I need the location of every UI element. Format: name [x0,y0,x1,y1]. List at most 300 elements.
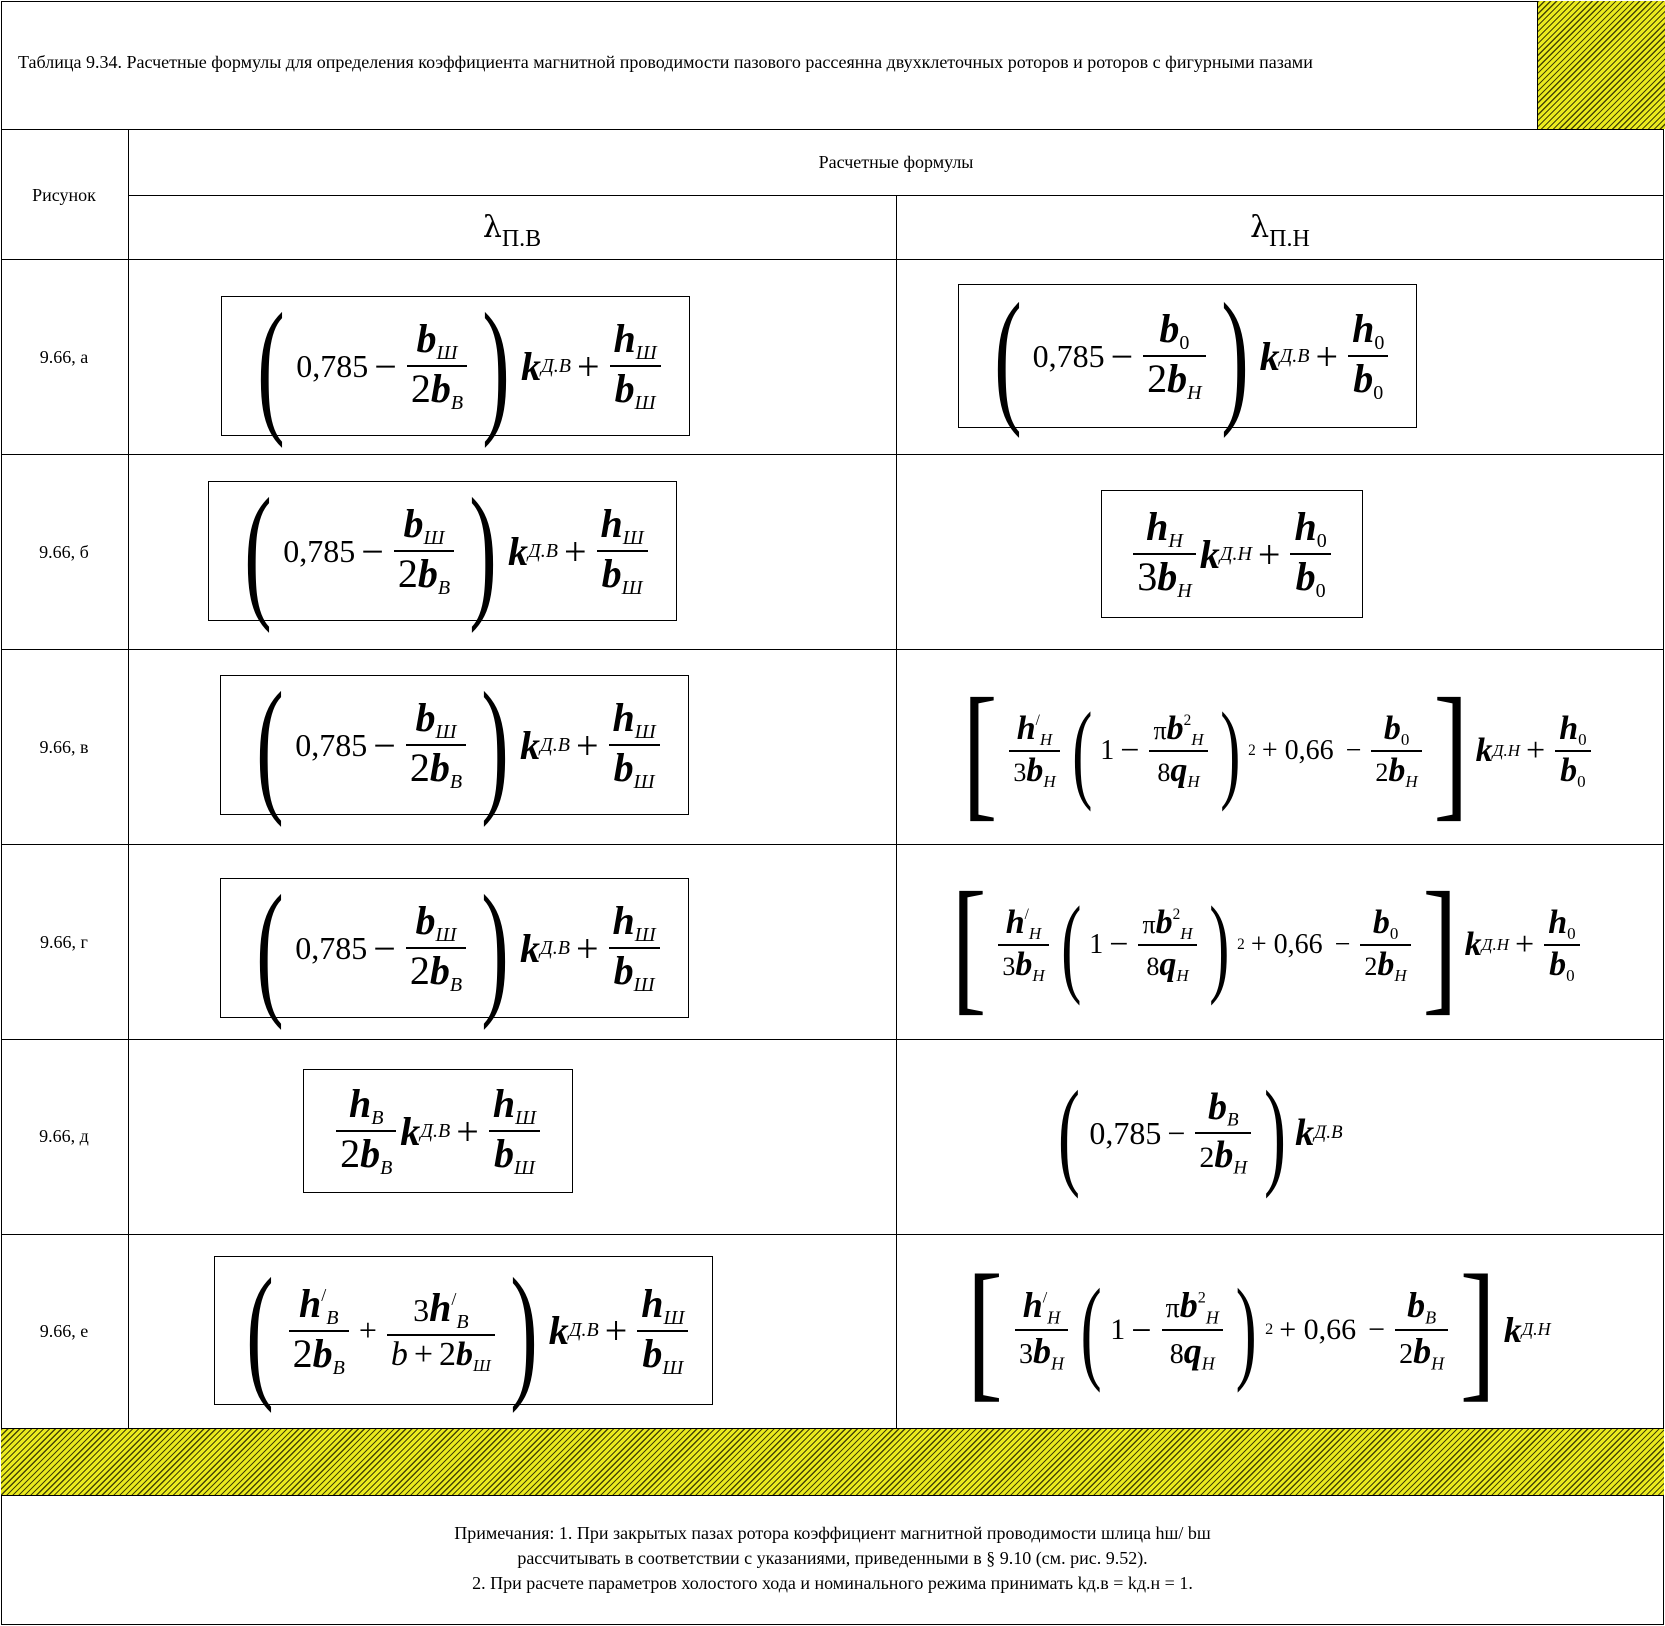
math-var: k [1199,531,1220,577]
math-op: + [563,528,587,574]
paren: ( [1058,1066,1081,1199]
math-sup: 2 [1265,1320,1274,1338]
math-var: b [360,1131,381,1176]
bracket: [ [967,1243,1004,1415]
math-var: k [520,722,541,768]
math-var: h [1016,710,1036,748]
bracket: ] [1433,668,1469,834]
math-var: b [1155,904,1173,942]
grid-line [1,129,1664,130]
math-num: 3 [1002,952,1016,981]
fraction [1371,712,1421,790]
math-op: − [1109,926,1129,963]
note-line: рассчитывать в соответствии с указаниями, приведенными в § 9.10 (см. рис. 9.52). [517,1548,1148,1568]
math-var: k [1503,1309,1522,1350]
math-num: 3 [1018,1338,1033,1370]
math-sub: Ш [634,392,656,414]
math-num: 1 [1100,735,1115,766]
math-const: 0,785 [295,929,368,966]
math-op: + [575,925,599,971]
paren: ) [1264,1066,1287,1199]
row-figure-label: 9.66, в [39,737,89,757]
fraction [1290,504,1330,602]
math-num: 1 [1089,929,1104,960]
paren: ( [1080,1266,1102,1393]
math-sub: Ш [622,527,644,549]
math-sub: Н [1405,771,1418,791]
fraction [1360,906,1410,984]
math-var: b [403,501,424,546]
math-op: + [575,722,599,768]
fraction [336,1081,396,1179]
math-op: + [456,1108,479,1154]
math-var: b [1383,710,1401,748]
separator-hatch [1,1429,1664,1495]
math-sub: Д.Н [1521,1319,1551,1339]
math-var: b [1372,904,1390,942]
bracket: [ [951,862,987,1028]
fraction [1133,504,1195,602]
math-op: − [1131,1309,1152,1350]
fraction [1544,906,1579,984]
math-sub: Ш [663,1306,685,1329]
math-var: b [1179,1285,1198,1326]
lambda-upper-header: $\lambda_{П.В}$ [482,210,542,252]
formula-lower-v [950,668,1600,834]
math-sub: Ш [662,1356,684,1379]
formula-lower-g [934,862,1594,1028]
math-sub: В [1226,1110,1239,1131]
corner-hatch [1537,1,1665,129]
fraction [609,898,660,996]
math-var: b [1295,554,1316,599]
math-sub: Ш [633,771,655,793]
paren: ) [481,865,509,1031]
math-var: h [492,1081,516,1126]
fraction [489,1081,540,1179]
math-num: 2 [1399,1338,1414,1370]
math-sub: Н [1233,1157,1248,1179]
paren: ( [257,283,286,449]
math-sub: 0 [1373,382,1384,404]
math-sub: Ш [423,527,445,549]
math-var: h [600,501,623,546]
grid-line [1,1234,1664,1235]
paren: ( [1071,690,1093,812]
math-num: 8 [1157,758,1171,787]
fraction [1555,712,1590,790]
paren: ( [244,468,273,634]
math-var: b [1166,710,1184,748]
math-op: − [361,528,384,574]
math-var: b [430,366,451,411]
math-sub: 0 [1374,332,1385,354]
math-sub: В [332,1356,345,1379]
formula-lower-b [1101,490,1363,618]
math-sub: В [449,974,463,996]
grid-line [896,195,897,1429]
math-sup: / [1042,1288,1048,1307]
math-const: 0,785 [283,532,356,569]
table-title: Таблица 9.34. Расчетные формулы для определения коэффициента магнитной проводимости пазового рассеянна двухклеточных роторов и роторов с фигурными пазами [18,52,1313,72]
paren: ) [510,1247,538,1414]
math-sub: Ш [634,924,656,946]
math-sub: Н [1191,730,1204,749]
math-var: k [1475,732,1493,769]
math-var: b [312,1330,333,1376]
math-num: 8 [1169,1338,1184,1370]
fraction [289,1280,349,1379]
math-var: b [456,1335,474,1373]
fraction [1143,306,1205,404]
math-sub: Н [1394,965,1407,985]
math-const: + 0,66 [1279,1312,1357,1346]
math-sub: В [380,1157,393,1179]
math-sub: В [456,1310,469,1333]
math-var: b [417,551,438,596]
math-var: b [1026,752,1044,789]
math-num: 2 [1147,356,1168,401]
fraction [407,316,467,414]
math-const: + 0,66 [1261,735,1334,766]
grid-line [1,844,1664,845]
math-var: k [520,925,541,971]
math-num: 2 [397,551,418,596]
math-var: q [1159,946,1177,983]
math-var: h [1146,504,1169,549]
math-var: b [1407,1285,1426,1326]
math-sup: / [451,1288,457,1309]
math-sub: Ш [634,721,656,743]
math-op: − [1120,732,1140,769]
formula-upper-d [303,1069,573,1193]
math-const: 0,785 [295,726,368,763]
row-figure-label: 9.66, б [39,542,89,562]
math-num: 2 [409,745,430,790]
math-var: h [1352,306,1375,351]
math-sub: Д.Н [1219,542,1252,565]
fraction [637,1280,688,1379]
paren: ( [245,1247,274,1414]
math-num: 2 [410,366,431,411]
math-sup: 2 [1183,712,1192,730]
fraction [1195,1088,1251,1177]
math-sub: 0 [1577,771,1586,791]
math-op: − [374,343,397,389]
math-sub: В [449,771,463,793]
math-var: b [416,316,437,361]
math-op: + [1526,732,1546,769]
math-var: h [641,1280,664,1326]
math-var: b [1549,946,1567,983]
math-sub: Д.Н [1481,935,1509,954]
math-var: h [348,1081,372,1126]
math-op: − [1368,1312,1386,1346]
fraction [406,695,466,793]
math-op: − [1345,735,1362,766]
math-num: 2 [292,1330,313,1376]
math-sub: Ш [436,342,458,364]
math-sub: Н [1168,530,1183,552]
formula-upper-a [221,283,690,449]
formula-upper-b [208,468,677,634]
math-const: π [1165,1293,1180,1325]
math-sub: Ш [635,342,657,364]
math-sup: / [321,1284,327,1305]
math-sub: 0 [1400,730,1410,749]
math-var: k [521,343,542,389]
fraction [1015,1287,1068,1372]
math-sub: Д.В [1314,1122,1343,1143]
math-op: + [576,343,600,389]
math-var: b [613,948,634,993]
grid-line [1,649,1664,650]
grid-line [1,259,1664,260]
fraction [1348,306,1388,404]
paren: ) [1208,884,1229,1006]
grid-line [1,454,1664,455]
math-sub: Ш [621,577,643,599]
math-sub: Н [1180,924,1193,943]
formula-upper-e [214,1247,713,1414]
math-sup: 2 [1197,1288,1206,1307]
math-var: b [1159,306,1180,351]
math-var: b [1413,1330,1432,1371]
math-num: 2 [1364,952,1378,981]
math-op: + [358,1312,377,1348]
math-sub: Н [1201,1352,1215,1373]
math-var: b [1167,356,1188,401]
math-var: h [1005,904,1025,942]
fraction [609,695,660,793]
fraction [1138,906,1196,984]
math-num: 2 [1375,758,1389,787]
math-sub: Н [1176,965,1189,985]
math-sub: 0 [1315,580,1326,602]
math-sub: 0 [1567,924,1576,943]
fraction [597,501,648,599]
math-var: b [1388,752,1406,789]
fraction [1162,1287,1223,1372]
math-const: 0,785 [1032,337,1105,374]
math-sub: В [326,1306,339,1329]
formula-lower-e [940,1243,1570,1415]
math-sub: Д.В [568,1319,599,1341]
math-num: 3 [1137,554,1158,599]
math-var: h [1022,1285,1043,1326]
formulas-column-header: Расчетные формулы [818,152,974,172]
math-var: q [1183,1330,1202,1371]
math-num: 2 [439,1335,457,1373]
math-op: − [373,722,396,768]
math-sub: 0 [1316,530,1327,552]
math-const: + 0,66 [1250,929,1323,960]
math-sub: 0 [1566,965,1575,985]
math-sub: Ш [435,721,457,743]
math-op: − [1167,1114,1186,1151]
math-var: b [429,745,450,790]
math-var: h [612,695,635,740]
math-sub: Д.В [540,936,570,959]
math-const: 0,785 [1089,1114,1162,1151]
formula-lower-d [1026,1066,1366,1199]
math-var: b [493,1131,514,1176]
math-num: 2 [1199,1141,1215,1174]
math-num: 3 [413,1291,430,1328]
paren: ) [481,662,509,828]
figure-column-header: Рисунок [32,185,96,205]
paren: ) [469,468,497,634]
math-var: k [1464,926,1482,963]
math-op: − [373,925,396,971]
math-sub: Д.В [541,354,571,377]
math-sub: Н [1043,771,1056,791]
math-sub: Ш [633,974,655,996]
math-var: b [1032,1330,1051,1371]
math-var: k [1295,1112,1315,1154]
math-op: + [413,1335,434,1373]
math-sub: Н [1032,965,1045,985]
math-var: k [1259,333,1280,379]
fraction [1009,712,1059,790]
math-const: 0,785 [296,347,369,384]
math-sub: Д.В [528,539,558,562]
math-var: b [1377,946,1395,983]
math-num: 8 [1146,952,1160,981]
row-figure-label: 9.66, д [39,1126,89,1146]
math-var: b [1015,946,1033,983]
note-line: Примечания: 1. При закрытых пазах ротора коэффициент магнитной проводимости шлица hш/ bш [454,1523,1211,1543]
math-sup: / [1024,906,1029,924]
math-sub: В [437,577,451,599]
fraction [998,906,1048,984]
fraction [394,501,454,599]
math-sub: Д.В [420,1119,451,1142]
math-num: 2 [409,948,430,993]
math-var: b [390,1335,408,1373]
math-var: b [1157,554,1178,599]
math-var: b [415,695,436,740]
math-sub: Ш [515,1107,536,1129]
note-line: 2. При расчете параметров холостого хода и номинального режима принимать kд.в = kд.н = 1. [472,1573,1193,1593]
math-const: π [1153,716,1167,746]
bracket: ] [1422,862,1458,1028]
row-figure-label: 9.66, г [40,932,88,952]
math-var: k [548,1308,569,1353]
formula-upper-v [220,662,689,828]
grid-line [128,129,129,1429]
fraction [610,316,661,414]
math-var: b [1560,752,1578,789]
paren: ) [1220,273,1249,439]
paren: ) [1219,690,1240,812]
math-sub: Н [1177,580,1192,602]
paren: ) [482,283,510,449]
paren: ) [1235,1266,1257,1393]
math-sub: Д.Н [1492,741,1520,760]
row-figure-label: 9.66, а [39,347,89,367]
math-sub: Н [1028,924,1042,943]
math-var: h [612,898,635,943]
math-op: − [1110,333,1134,379]
math-var: q [1170,752,1188,789]
formula-upper-g [220,865,689,1031]
paren: ( [993,273,1022,439]
math-sub: 0 [1389,924,1399,943]
math-sup: 2 [1172,906,1181,924]
math-sup: 2 [1237,936,1245,953]
math-sub: В [1425,1307,1437,1328]
math-sub: В [450,392,464,414]
row-figure-label: 9.66, е [39,1321,89,1341]
math-op: − [1334,929,1351,960]
math-op: + [1515,926,1535,963]
math-var: b [1214,1134,1234,1176]
math-var: h [429,1284,452,1330]
math-sub: Н [1047,1307,1061,1328]
math-sub: Н [1205,1307,1219,1328]
math-num: 2 [340,1131,361,1176]
paren: ( [256,865,285,1031]
math-var: b [642,1330,663,1376]
math-sub: В [371,1107,384,1129]
math-var: b [429,948,450,993]
fraction [406,898,466,996]
grid-line [1,1495,1664,1496]
paren: ( [256,662,285,828]
bracket: ] [1459,1243,1496,1415]
math-sub: Д.В [1279,344,1310,367]
math-sub: Н [1050,1352,1064,1373]
paren: ( [1060,884,1082,1006]
math-sub: Н [1431,1352,1445,1373]
math-var: b [1207,1086,1227,1129]
math-sub: Н [1187,771,1200,791]
math-sub: Ш [435,924,457,946]
math-var: h [1548,904,1568,942]
math-sub: Д.В [540,733,570,756]
math-sup: 2 [1248,742,1256,759]
lambda-lower-header: $\lambda_{П.Н}$ [1250,210,1310,252]
math-var: h [1294,504,1317,549]
fraction [1395,1287,1448,1372]
math-var: k [400,1108,421,1154]
math-var: b [614,366,635,411]
math-sup: / [1035,712,1040,730]
math-var: b [601,551,622,596]
math-var: b [613,745,634,790]
bracket: [ [962,668,998,834]
math-op: + [1257,531,1281,577]
math-sub: Ш [473,1355,491,1375]
math-sub: Ш [513,1157,535,1179]
math-sub: 0 [1179,332,1190,354]
math-var: k [508,528,529,574]
math-op: + [1315,333,1339,379]
formula-lower-a [958,273,1417,439]
math-var: b [415,898,436,943]
math-const: π [1142,910,1156,940]
math-var: h [613,316,636,361]
math-op: + [604,1308,628,1353]
grid-line [1,1039,1664,1040]
math-var: b [1353,356,1374,401]
math-num: 1 [1110,1312,1126,1346]
math-sub: Н [1187,382,1202,404]
math-var: h [298,1280,322,1326]
math-sub: 0 [1578,730,1587,749]
math-num: 3 [1013,758,1027,787]
